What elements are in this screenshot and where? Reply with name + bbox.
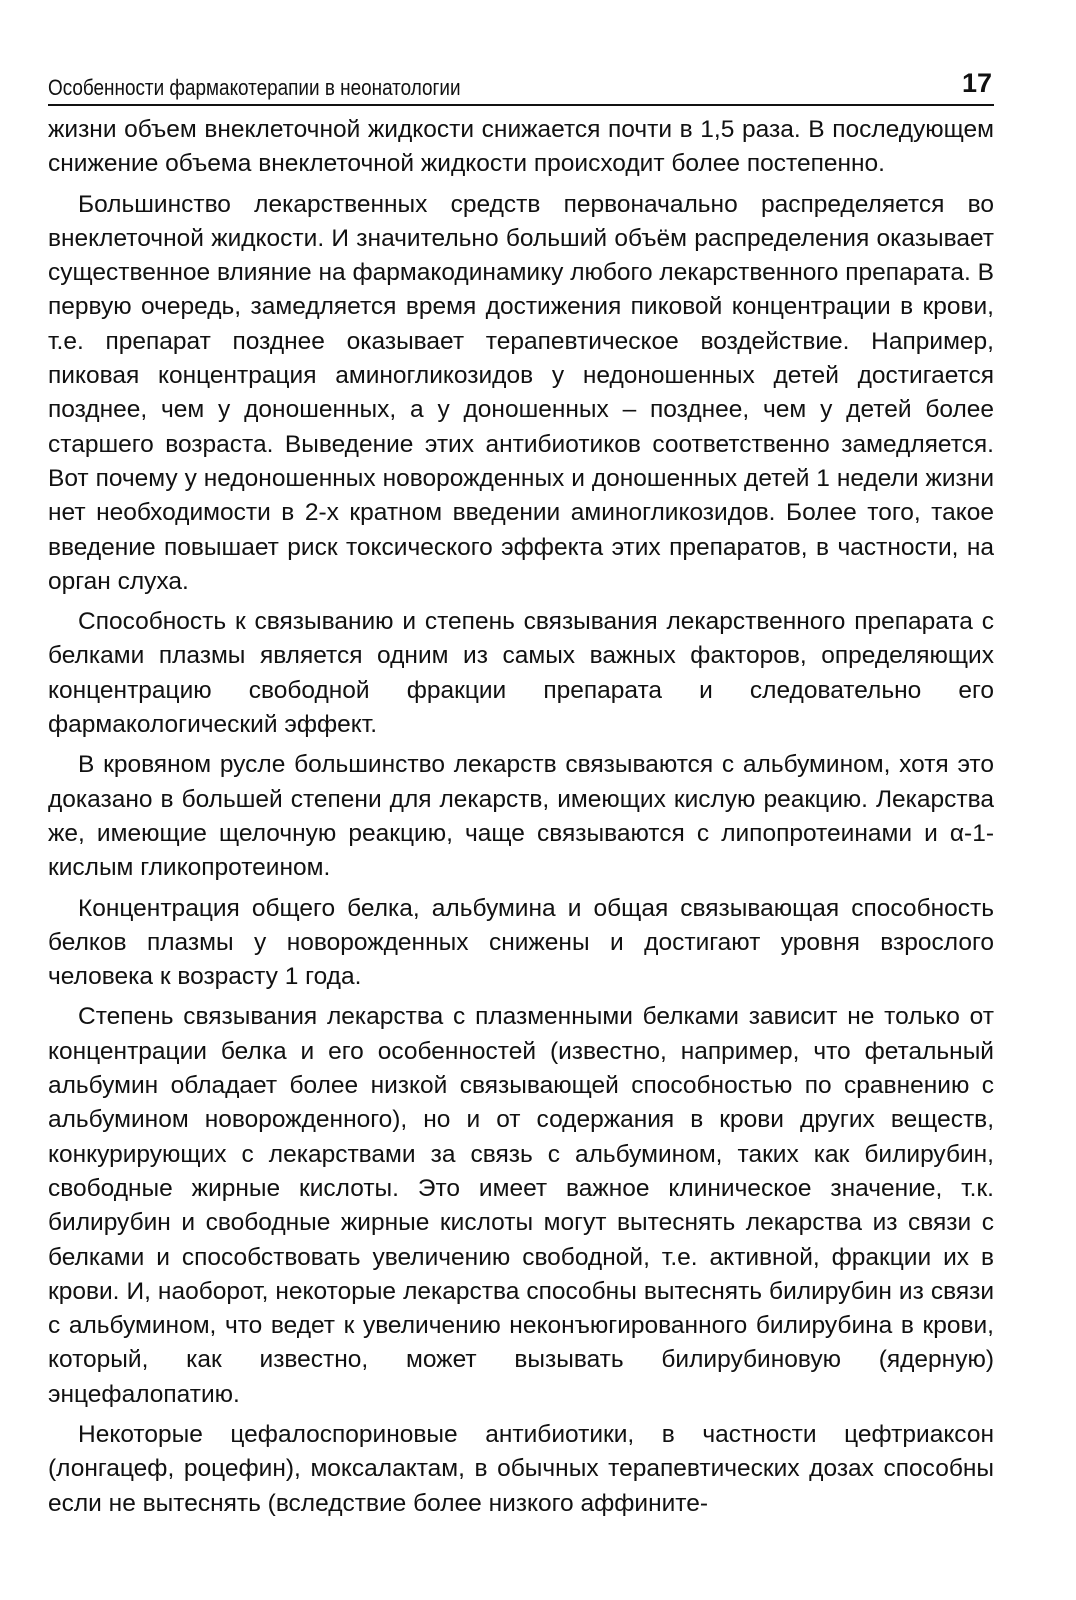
paragraph: В кровяном русле большинство лекарств связываются с альбумином, хотя это доказано в большей степени для лекарств, имеющих кислую реакцию. Лекарства же, имеющие щелочную реакцию, чаще связываются с липопротеинами и α-1-кислым гликопротеином. [48, 751, 994, 882]
paragraph: Большинство лекарственных средств первоначально распределяется во внеклеточной жидкости. И значительно больший объём распределения оказывает существенное влияние на фармакодинамику любого лекарственного препарата. В первую очередь, замедляется время достижения пиковой концентрации в крови, т.е. препарат позднее оказывает терапевтическое воздействие. Например, пиковая концентрация аминогликозидов у недоношенных детей достигается позднее, чем у доношенных, а у доношенных – позднее, чем у детей более старшего возраста. Выведение этих антибиотиков соответственно замедляется. Вот почему у недоношенных новорожденных и доношенных детей 1 недели жизни нет необходимости в 2-х кратном введении аминогликозидов. Более того, такое введение повышает риск токсического эффекта этих препаратов, в частности, на орган слуха. [48, 190, 994, 595]
running-title: Особенности фармакотерапии в неонатологии [48, 75, 461, 100]
book-page [48, 64, 994, 1521]
page-number: 17 [961, 68, 992, 98]
paragraph-continuation: жизни объем внеклеточной жидкости снижается почти в 1,5 раза. В последующем снижение объема внеклеточной жидкости происходит более постепенно. [48, 116, 994, 178]
body-text [48, 113, 994, 1521]
paragraph: Степень связывания лекарства с плазменными белками зависит не только от концентрации белка и его особенностей (известно, например, что фетальный альбумин обладает более низкой связывающей способностью по сравнению с альбумином новорожденного), но и от содержания в крови других веществ, конкурирующих с лекарствами за связь с альбумином, таких как билирубин, свободные жирные кислоты. Это имеет важное клиническое значение, т.к. билирубин и свободные жирные кислоты могут вытеснять лекарства из связи с белками и способствовать увеличению свободной, т.е. активной, фракции их в крови. И, наоборот, некоторые лекарства способны вытеснять билирубин из связи с альбумином, что ведет к увеличению неконъюгированного билирубина в крови, который, как известно, может вызывать билирубиновую (ядерную) энцефалопатию. [48, 1003, 994, 1408]
paragraph: Некоторые цефалоспориновые антибиотики, в частности цефтриаксон (лонгацеф, роцефин), моксалактам, в обычных терапевтических дозах способны если не вытеснять (вследствие более низкого аффините- [48, 1420, 994, 1517]
running-header [48, 64, 994, 106]
paragraph: Концентрация общего белка, альбумина и общая связывающая способность белков плазмы у новорожденных снижены и достигают уровня взрослого человека к возрасту 1 года. [48, 894, 994, 991]
paragraph: Способность к связыванию и степень связывания лекарственного препарата с белками плазмы является одним из самых важных факторов, определяющих концентрацию свободной фракции препарата и следовательно его фармакологический эффект. [48, 608, 994, 739]
